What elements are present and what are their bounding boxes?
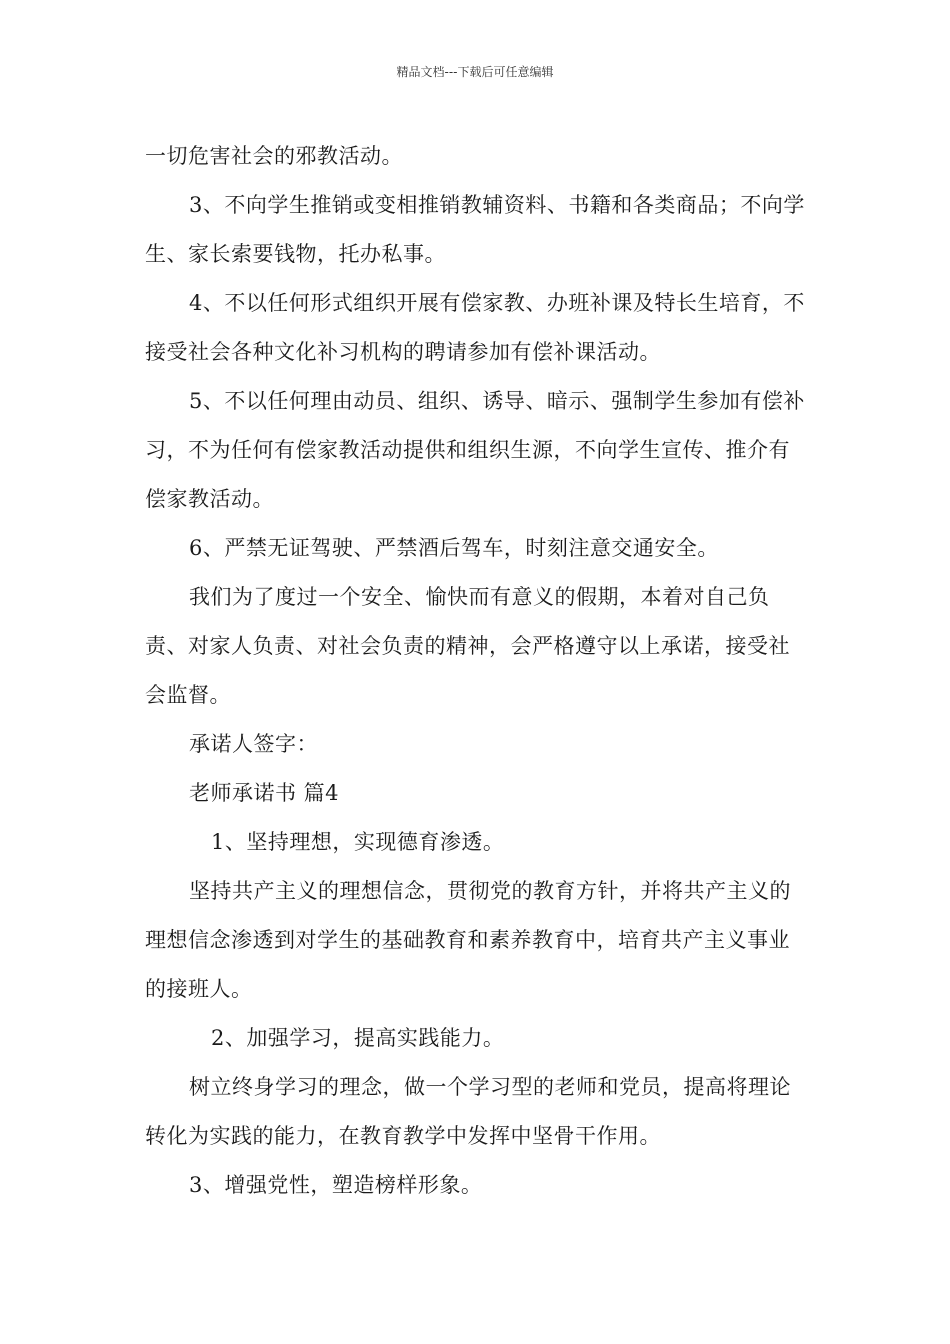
- subheading-2: 2、加强学习，提高实践能力。: [211, 1026, 505, 1050]
- paragraph-continuation: 一切危害社会的邪教活动。: [145, 144, 403, 168]
- paragraph-item-6: 6、严禁无证驾驶、严禁酒后驾车，时刻注意交通安全。: [189, 536, 719, 560]
- section-title: 老师承诺书 篇4: [189, 781, 340, 805]
- subheading-3: 3、增强党性，塑造榜样形象。: [189, 1173, 483, 1197]
- paragraph-item-4: 4、不以任何形式组织开展有偿家教、办班补课及特长生培育，不接受社会各种文化补习机构的聘请参加有偿补课活动。: [145, 291, 805, 364]
- paragraph-commitment: 我们为了度过一个安全、愉快而有意义的假期，本着对自己负责、对家人负责、对社会负责的精神，会严格遵守以上承诺，接受社会监督。: [145, 585, 790, 707]
- paragraph-learning: 树立终身学习的理念，做一个学习型的老师和党员，提高将理论转化为实践的能力，在教育教学中发挥中坚骨干作用。: [145, 1075, 791, 1148]
- paragraph-ideals: 坚持共产主义的理想信念，贯彻党的教育方针，并将共产主义的理想信念渗透到对学生的基础教育和素养教育中，培育共产主义事业的接班人。: [145, 879, 791, 1001]
- signature-line: 承诺人签字：: [189, 732, 318, 756]
- paragraph-item-5: 5、不以任何理由动员、组织、诱导、暗示、强制学生参加有偿补习，不为任何有偿家教活动提供和组织生源，不向学生宣传、推介有偿家教活动。: [145, 389, 805, 511]
- paragraph-item-3: 3、不向学生推销或变相推销教辅资料、书籍和各类商品；不向学生、家长索要钱物，托办私事。: [145, 193, 805, 266]
- subheading-1: 1、坚持理想，实现德育渗透。: [211, 830, 505, 854]
- page-header: 精品文档---下载后可任意编辑: [396, 65, 554, 79]
- document-body: [145, 132, 807, 1210]
